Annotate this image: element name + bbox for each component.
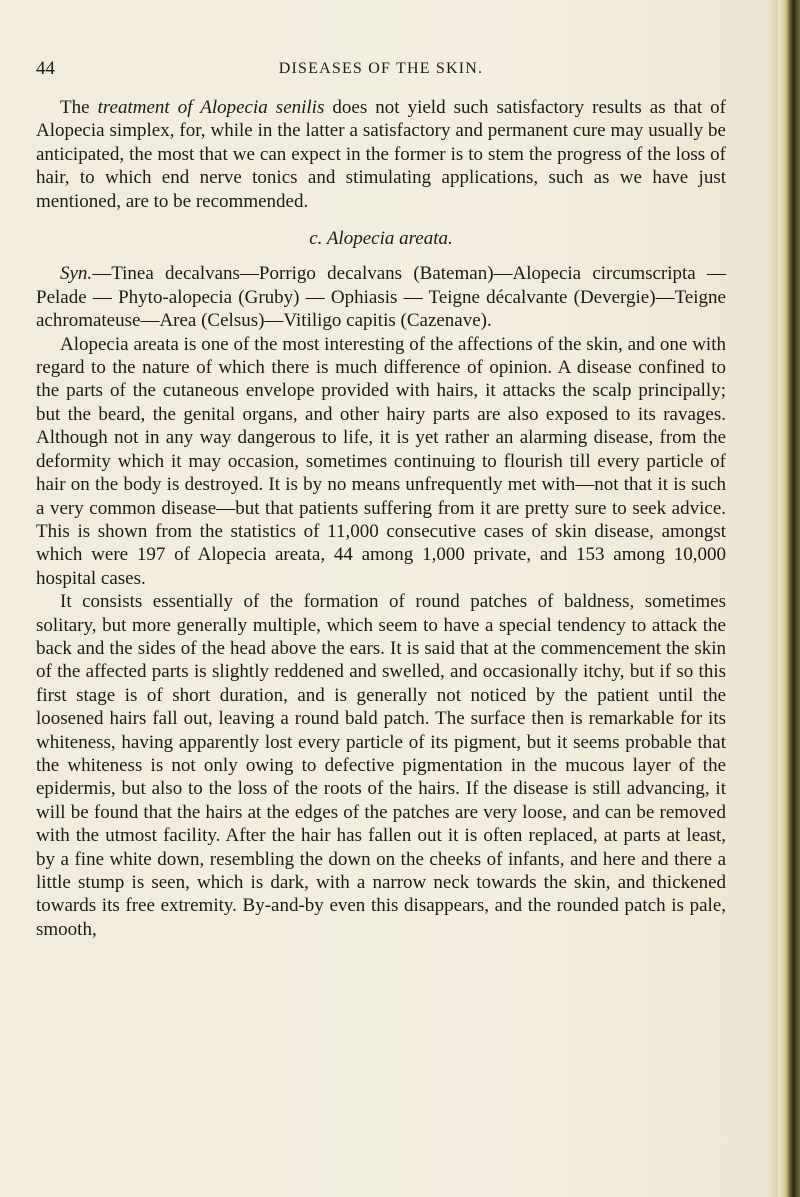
body-text (36, 96, 726, 941)
synonyms-paragraph (36, 262, 726, 332)
paragraph-treatment (36, 96, 726, 213)
page-header (36, 58, 726, 82)
page-edge (778, 0, 800, 1197)
paragraph-symptoms: It consists essentially of the formation of round patches of baldness, sometimes solitary, but more generally multiple, which seem to have a special tendency to attack the back and the sides of the head above the ears. It is said that at the commencement the skin of the affected parts is slightly reddened and swelled, and occasionally itchy, but if so this first stage is of short duration, and is generally not noticed by the patient until the loosened hairs fall out, leaving a round bald patch. The surface then is remarkable for its whiteness, having apparently lost every particle of its pigment, but it seems probable that the whiteness is not only owing to defective pigmentation in the mucous layer of the epidermis, but also to the loss of the roots of the hairs. If the disease is still advancing, it will be found that the hairs at the edges of the patches are very loose, and can be removed with the utmost facility. After the hair has fallen out it is often replaced, at parts at least, by a fine white down, resembling the down on the cheeks of infants, and here and there a little stump is seen, which is dark, with a narrow neck towards the skin, and thickened towards its free extremity. By-and-by even this disappears, and the rounded patch is pale, smooth, (36, 591, 726, 940)
paragraph-lead: The (60, 97, 98, 118)
paragraph-rest: does not yield such satisfactory results as that of Alopecia simplex, for, while in the latter a satisfactory and permanent cure may usually be anticipated, the most that we can expect in the former is to stem the progress of the loss of hair, to which end nerve tonics and stimulating applications, such as we have just mentioned, are to be recommended. (36, 97, 726, 212)
paragraph-description: Alopecia areata is one of the most interesting of the affections of the skin, and one with regard to the nature of which there is much difference of opinion. A disease confined to the parts of the cutaneous envelope provided with hairs, it attacks the scalp principally; but the beard, the genital organs, and other hairy parts are also exposed to its ravages. Although not in any way dangerous to life, it is yet rather an alarming disease, from the deformity which it may occasion, sometimes continuing to flourish till every particle of hair on the body is destroyed. It is by no means unfrequently met with—not that it is such a very common disease—but that patients suffering from it are pretty sure to seek advice. This is shown from the statistics of 11,000 consecutive cases of skin disease, amongst which were 197 of Alopecia areata, 44 among 1,000 private, and 153 among 10,000 hospital cases. (36, 333, 726, 589)
synonyms-label: Syn. (60, 263, 93, 285)
italic-title: treatment of Alopecia senilis (97, 97, 325, 118)
page-number: 44 (36, 58, 55, 79)
running-head: DISEASES OF THE SKIN. (278, 60, 484, 77)
section-title: c. Alopecia areata. (309, 228, 453, 250)
synonyms-text: —Tinea decalvans—Porrigo decalvans (Bateman)—Alopecia circumscripta — Pelade — Phyto-alopecia (Gruby) — Ophiasis — Teigne décalvante (Devergie)—Teigne achromateuse—Area (Celsus)—Vitiligo capitis (Cazenave). (36, 263, 726, 332)
